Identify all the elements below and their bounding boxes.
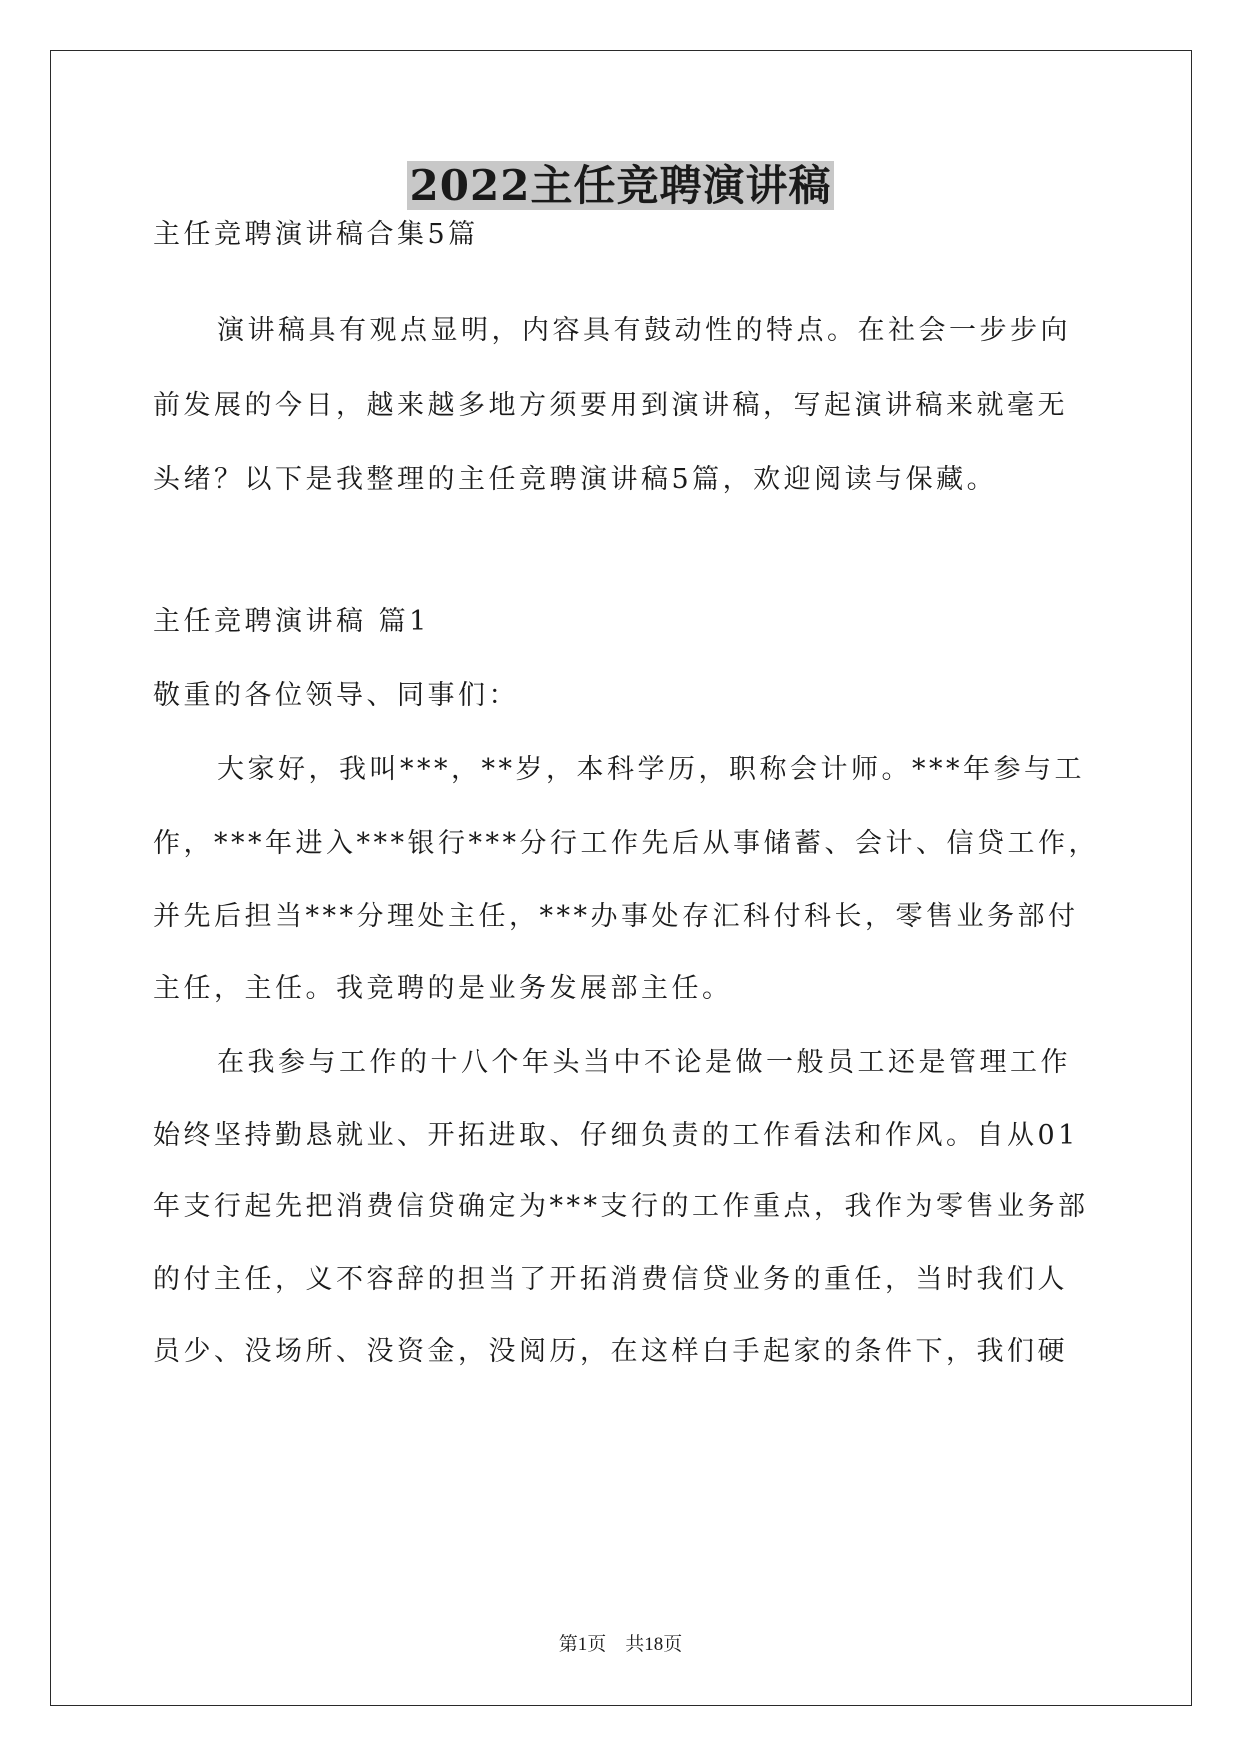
page-number: 第1页 共18页: [558, 1634, 683, 1655]
paragraph-line: 演讲稿具有观点显明，内容具有鼓动性的特点。在社会一步步向: [217, 315, 1071, 346]
paragraph-line: 在我参与工作的十八个年头当中不论是做一般员工还是管理工作: [217, 1047, 1071, 1078]
paragraph-line: 年支行起先把消费信贷确定为***支行的工作重点，我作为零售业务部: [153, 1191, 1089, 1222]
document-title: [0, 158, 1241, 214]
subtitle-line: 主任竞聘演讲稿合集5篇: [153, 219, 479, 250]
paragraph-line: 的付主任，义不容辞的担当了开拓消费信贷业务的重任，当时我们人: [153, 1264, 1068, 1295]
paragraph-line: 作，***年进入***银行***分行工作先后从事储蓄、会计、信贷工作，: [153, 828, 1099, 859]
paragraph-line: 始终坚持勤恳就业、开拓进取、仔细负责的工作看法和作风。自从01: [153, 1120, 1079, 1151]
page-border: [50, 50, 1192, 1706]
section-heading: 主任竞聘演讲稿 篇1: [153, 606, 430, 637]
paragraph-line: 员少、没场所、没资金，没阅历，在这样白手起家的条件下，我们硬: [153, 1336, 1068, 1367]
paragraph-line: 主任，主任。我竞聘的是业务发展部主任。: [153, 973, 733, 1004]
paragraph-line: 前发展的今日，越来越多地方须要用到演讲稿，写起演讲稿来就毫无: [153, 390, 1068, 421]
document-title-text: 2022主任竞聘演讲稿: [407, 161, 835, 210]
salutation-line: 敬重的各位领导、同事们：: [153, 680, 519, 711]
paragraph-line: 头绪？以下是我整理的主任竞聘演讲稿5篇，欢迎阅读与保藏。: [153, 464, 998, 495]
paragraph-line: 大家好，我叫***，**岁，本科学历，职称会计师。***年参与工: [217, 754, 1085, 785]
paragraph-line: 并先后担当***分理处主任，***办事处存汇科付科长，零售业务部付: [153, 901, 1079, 932]
